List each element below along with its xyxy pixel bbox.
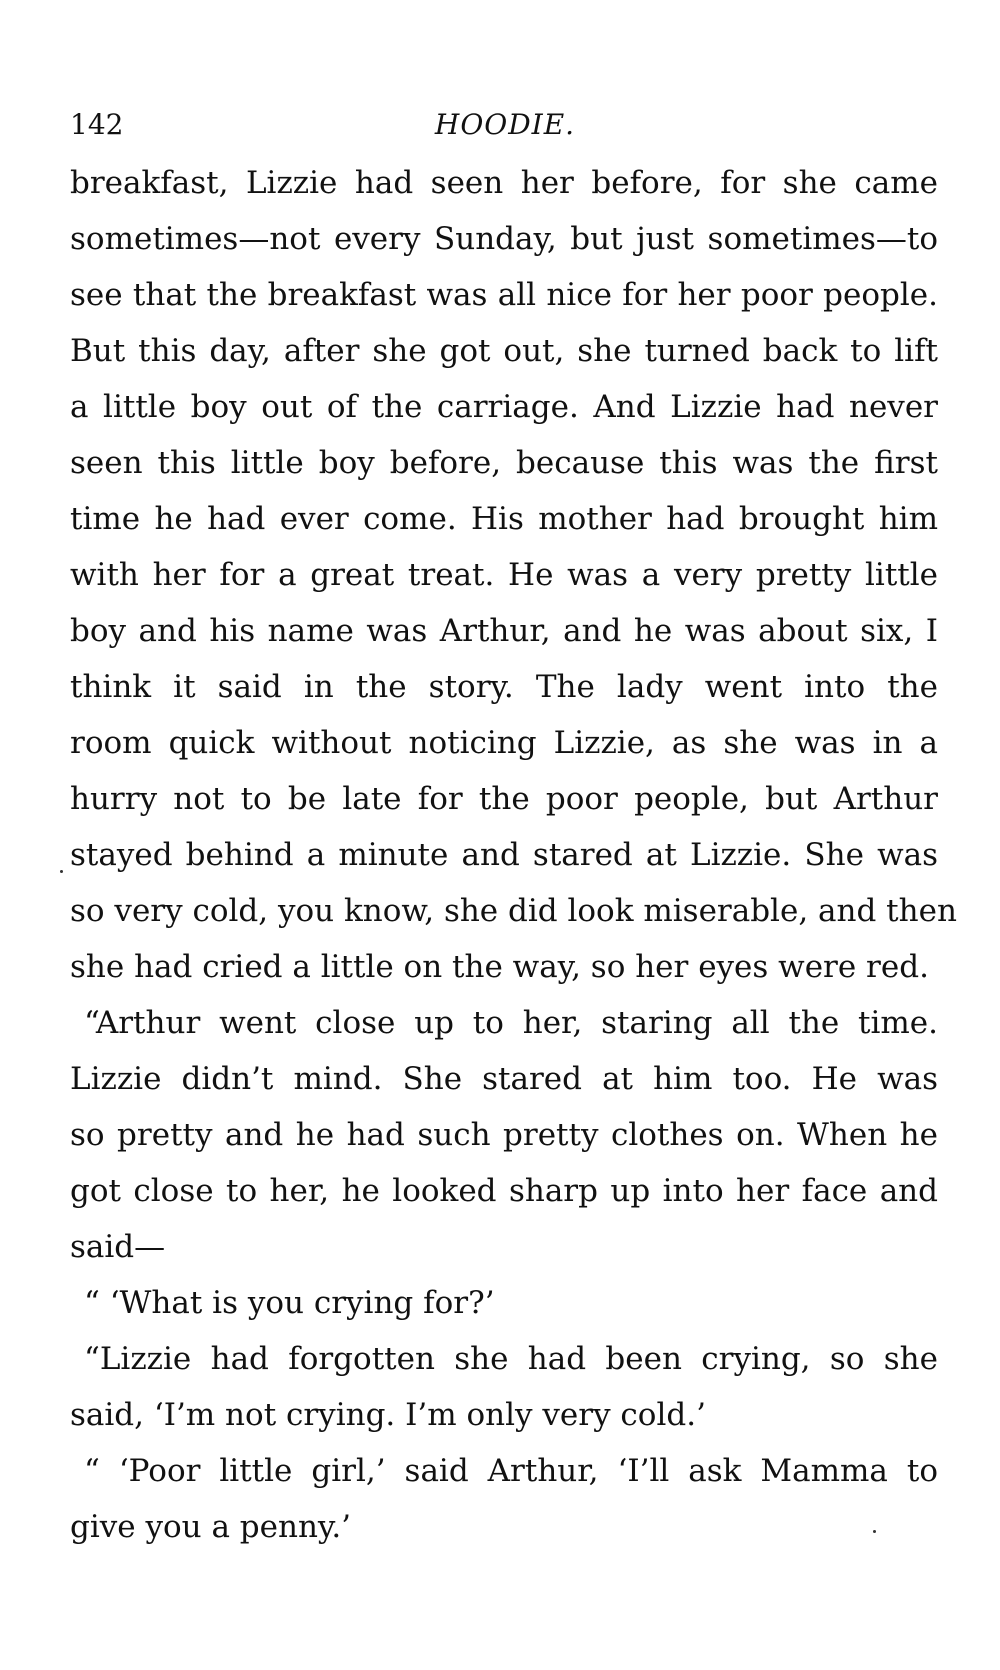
running-head (70, 108, 940, 148)
text-line: got close to her, he looked sharp up into her face and (70, 1173, 938, 1209)
body-text (70, 155, 957, 1555)
text-line: a little boy out of the carriage. And Lizzie had never (70, 389, 938, 425)
paragraph-end-line: said— (70, 1229, 166, 1265)
page-number: 142 (70, 108, 124, 141)
paragraph-start-line: “ ‘Poor little girl,’ said Arthur, ‘I’ll ask Mamma to (84, 1453, 938, 1489)
paragraph-end-line: she had cried a little on the way, so her eyes were red. (70, 949, 929, 985)
text-line: seen this little boy before, because this was the first (70, 445, 938, 481)
text-line: room quick without noticing Lizzie, as she was in a (70, 725, 938, 761)
dialogue-line: “ ‘What is you crying for?’ (84, 1285, 495, 1321)
text-line: stayed behind a minute and stared at Lizzie. She was (70, 837, 938, 873)
text-line: see that the breakfast was all nice for her poor people. (70, 277, 938, 313)
text-line: with her for a great treat. He was a very pretty little (70, 557, 938, 593)
paragraph-start-line: “Arthur went close up to her, staring all the time. (84, 1005, 938, 1041)
text-line: hurry not to be late for the poor people, but Arthur (70, 781, 938, 817)
text-line: sometimes—not every Sunday, but just sometimes—to (70, 221, 938, 257)
text-line: so pretty and he had such pretty clothes on. When he (70, 1117, 938, 1153)
text-line: think it said in the story. The lady went into the (70, 669, 938, 705)
paragraph-start-line: “Lizzie had forgotten she had been crying, so she (84, 1341, 938, 1377)
paragraph-end-line: said, ‘I’m not crying. I’m only very cold.’ (70, 1397, 706, 1433)
text-line: Lizzie didn’t mind. She stared at him too. He was (70, 1061, 938, 1097)
text-line: boy and his name was Arthur, and he was about six, I (70, 613, 938, 649)
running-title: HOODIE. (434, 108, 576, 141)
text-line: But this day, after she got out, she turned back to lift (70, 333, 938, 369)
text-line: breakfast, Lizzie had seen her before, for she came (70, 165, 938, 201)
print-speck (873, 1530, 876, 1533)
print-speck (60, 870, 63, 873)
text-line: so very cold, you know, she did look miserable, and then (70, 893, 957, 929)
text-line: time he had ever come. His mother had brought him (70, 501, 938, 537)
paragraph-end-line: give you a penny.’ (70, 1509, 352, 1545)
